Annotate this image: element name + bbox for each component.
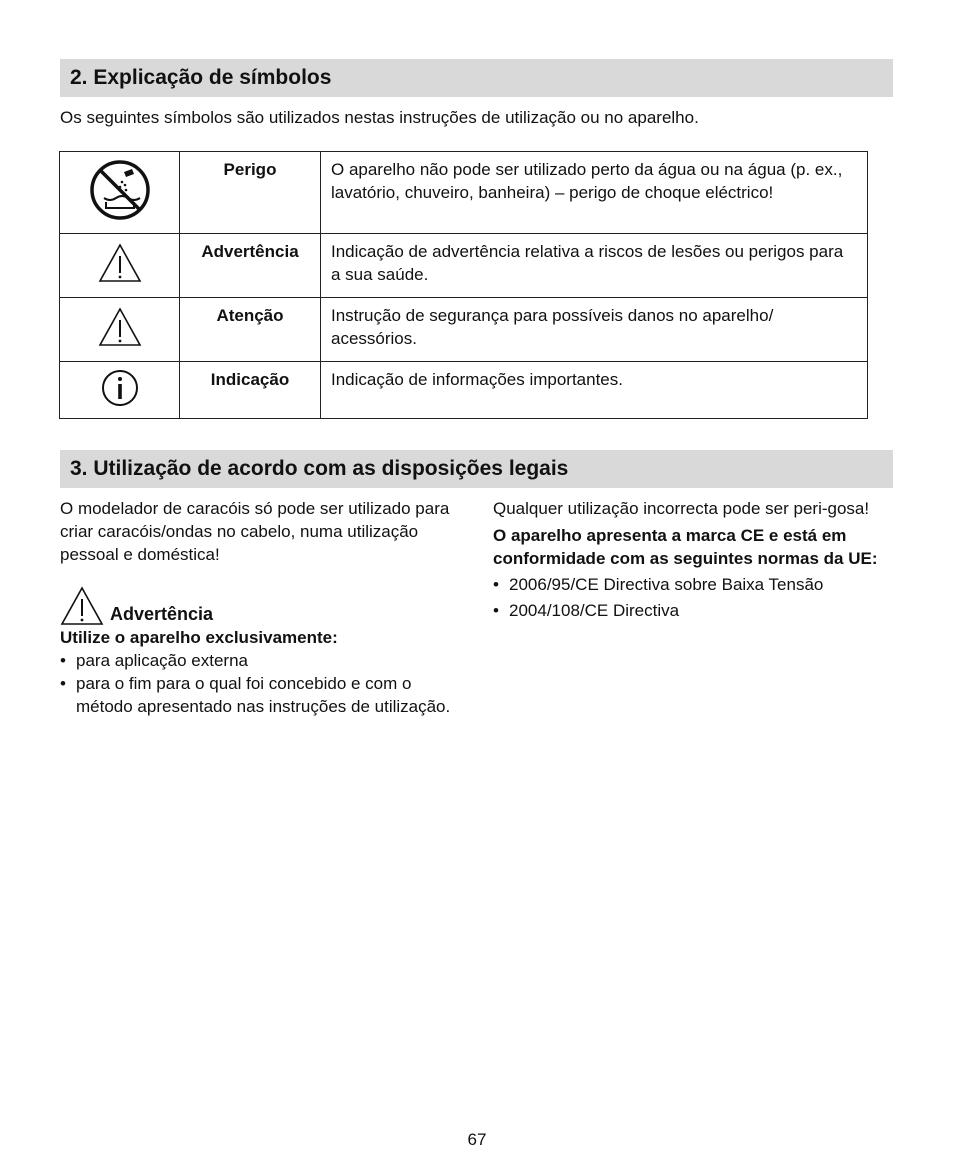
warning-lead: Utilize o aparelho exclusivamente:: [60, 628, 338, 647]
usage-bullet-list: [60, 649, 455, 718]
icon-cell: [60, 362, 180, 419]
description-cell: Indicação de advertência relativa a riscos de lesões ou perigos para a sua saúde.: [321, 234, 868, 298]
info-icon: [100, 368, 140, 408]
description-cell: Indicação de informações importantes.: [321, 362, 868, 419]
icon-cell: [60, 298, 180, 362]
section-3-heading: 3. Utilização de acordo com as disposições legais: [60, 450, 893, 488]
symbols-table: [59, 151, 868, 419]
term-cell: Atenção: [180, 298, 321, 362]
warning-triangle-icon: [60, 586, 104, 626]
description-cell: Instrução de segurança para possíveis danos no aparelho/ acessórios.: [321, 298, 868, 362]
section-2-heading: 2. Explicação de símbolos: [60, 59, 893, 97]
warning-title: Advertência: [110, 604, 214, 624]
warning-heading: [60, 586, 455, 626]
description-cell: O aparelho não pode ser utilizado perto da água ou na água (p. ex., lavatório, chuveiro, banheira) – perigo de choque eléctrico!: [321, 152, 868, 234]
table-row: [60, 152, 868, 234]
table-row: [60, 362, 868, 419]
icon-cell: [60, 152, 180, 234]
usage-paragraph: O modelador de caracóis só pode ser utilizado para criar caracóis/ondas no cabelo, numa utilização pessoal e doméstica!: [60, 499, 450, 564]
right-column: [493, 497, 888, 624]
list-item: • 2004/108/CE Directiva: [493, 598, 888, 624]
term-cell: Indicação: [180, 362, 321, 419]
table-row: [60, 298, 868, 362]
list-item: • para aplicação externa: [60, 649, 455, 672]
no-water-icon: [88, 158, 152, 222]
directives-list: [493, 572, 888, 624]
left-column: [60, 497, 455, 718]
list-item: • para o fim para o qual foi concebido e com o método apresentado nas instruções de utilização.: [60, 672, 455, 718]
section-2-intro: Os seguintes símbolos são utilizados nestas instruções de utilização ou no aparelho.: [60, 108, 699, 127]
misuse-paragraph: Qualquer utilização incorrecta pode ser peri-gosa!: [493, 499, 870, 518]
term-cell: Advertência: [180, 234, 321, 298]
ce-paragraph: O aparelho apresenta a marca CE e está em conformidade com as seguintes normas da UE:: [493, 526, 878, 568]
icon-cell: [60, 234, 180, 298]
list-item: • 2006/95/CE Directiva sobre Baixa Tensão: [493, 572, 888, 598]
table-row: [60, 234, 868, 298]
page-number: 67: [467, 1130, 487, 1149]
term-cell: Perigo: [180, 152, 321, 234]
warning-triangle-icon: [98, 243, 142, 283]
warning-triangle-icon: [98, 307, 142, 347]
